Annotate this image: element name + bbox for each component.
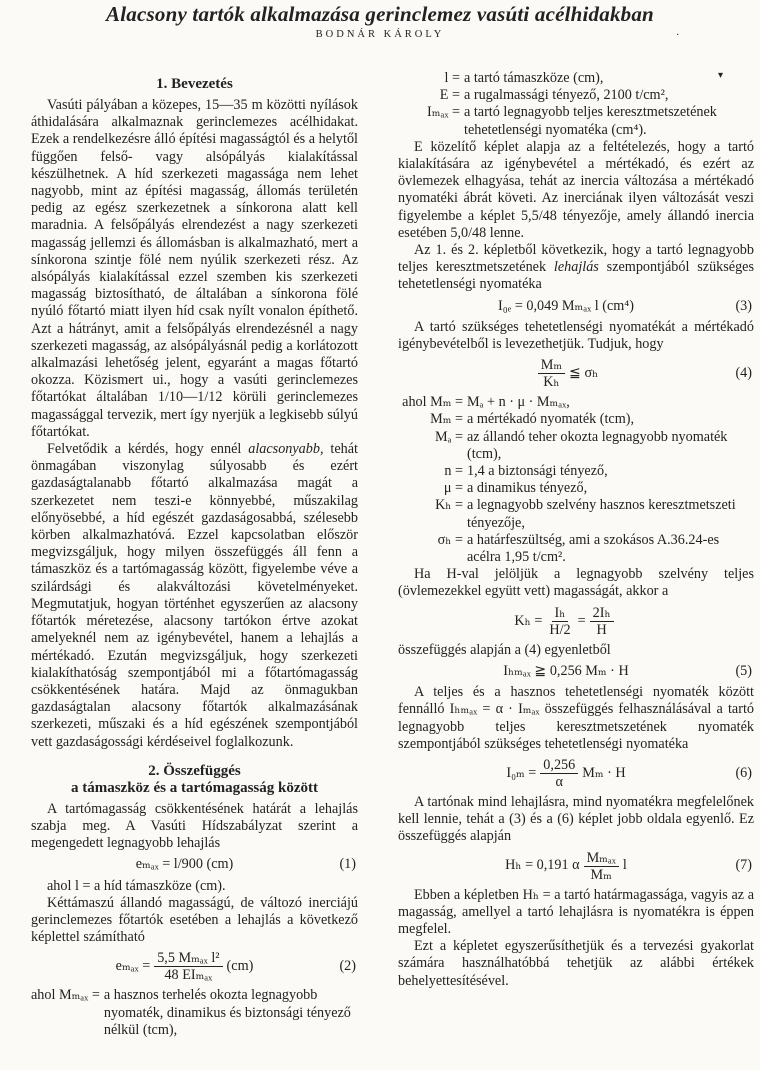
equation-number: (3) — [735, 297, 752, 314]
definition-value: Mₐ + n · μ · Mₘₐₓ, — [467, 394, 570, 411]
equation-kh — [398, 605, 754, 638]
definition-row — [398, 104, 754, 138]
equation-rhs: Mₘ · H — [582, 764, 626, 781]
definition-key: Iₘₐₓ = — [427, 104, 460, 121]
emphasis: alacsonyabb — [248, 441, 320, 458]
text-run: Az 1. és 2. képletből következik, hogy a tartó legnagyobb teljes keresztmetszetének — [398, 242, 754, 276]
definition-value: a rugalmassági tényező, 2100 t/cm², — [464, 87, 669, 104]
definition-list — [398, 394, 754, 566]
definition-row — [398, 411, 754, 428]
paragraph: E közelítő képlet alapja az a feltételezés, hogy a tartó kialakítására az igénybevétel a mértékadó, és ezért az övlemezek elhagyása, tehát az inercia változása a mértékadó nyomatéki ábrát követi. Az inerciának ilyen változását veszi figyelembe a képlet 5,5/48 tényezője, amely állandó inercia esetében 5,0/48 lenne. — [398, 138, 754, 241]
definition-row — [398, 87, 754, 104]
numerator: Mₘ — [538, 357, 565, 374]
denominator: α — [555, 773, 563, 790]
equation-rhs: (cm) — [226, 958, 254, 975]
definition-row — [398, 70, 754, 87]
definition-value: a dinamikus tényező, — [467, 480, 588, 497]
denominator: H — [596, 621, 607, 638]
equation-rhs: l — [622, 857, 627, 874]
fraction — [538, 357, 565, 390]
paragraph — [31, 441, 358, 751]
definition-value: az állandó teher okozta legnagyobb nyomaték (tcm), — [467, 428, 728, 462]
paragraph: Ha H-val jelöljük a legnagyobb szelvény teljes (övlemezekkel együtt vett) magasságát, akkor a — [398, 566, 754, 600]
definition-key: E = — [439, 87, 460, 104]
definition-key: Mₘ = — [430, 411, 463, 428]
denominator: 48 EIₘₐₓ — [164, 967, 213, 984]
section-heading-number: 2. Összefüggés — [148, 762, 241, 779]
definition-row — [398, 497, 754, 531]
definition-key: ahol Mₘ = — [402, 394, 463, 411]
equation-lhs: eₘₐₓ = — [115, 958, 151, 975]
paragraph: Ebben a képletben Hₕ = a tartó határmagassága, vagyis az a magasság, amellyel a tartó lehajlásra is nyomatékra is éppen megfelel. — [398, 886, 754, 937]
definition-row — [398, 480, 754, 497]
equation-number: (2) — [339, 958, 356, 975]
numerator: 5,5 Mₘₐₓ l² — [154, 950, 222, 967]
equation-number: (7) — [735, 857, 752, 874]
text-run: Felvetődik a kérdés, hogy ennél — [47, 441, 249, 458]
paragraph: Kéttámaszú állandó magasságú, de változó inerciájú gerinclemezes főtartók esetében a lehajlás a következő képlettel számítható — [31, 894, 358, 946]
equation-5 — [398, 663, 754, 680]
left-column — [31, 70, 358, 1039]
equation-number: (4) — [735, 365, 752, 382]
definition-key: μ = — [443, 480, 463, 497]
definition-value: a tartó támaszköze (cm), — [464, 70, 604, 86]
fraction — [540, 757, 578, 790]
definition-key: σₕ = — [437, 531, 463, 548]
fraction — [584, 850, 619, 883]
definition-row — [398, 429, 754, 463]
definition-row — [398, 394, 754, 411]
definition-value: a mértékadó nyomaték (tcm), — [467, 411, 635, 428]
equation-2 — [31, 950, 358, 983]
paragraph: A tartónak mind lehajlásra, mind nyomatékra megfelelőnek kell lennie, tehát a (3) és a (6) képlet jobb oldala egyenlő. Ez összefüggés alapján — [398, 793, 754, 845]
definition-row — [398, 532, 754, 566]
equation-body: eₘₐₓ = l/900 (cm) — [135, 856, 234, 873]
author-name: BODNÁR KÁROLY — [315, 29, 445, 40]
paragraph: összefüggés alapján a (4) egyenletből — [398, 641, 611, 658]
equation-lhs: Kₕ = — [514, 612, 543, 629]
paragraph: A tartó szükséges tehetetlenségi nyomatékát a mértékadó igénybevételből is levezethetjük. Tudjuk, hogy — [398, 318, 754, 353]
equation-number: (5) — [735, 662, 752, 679]
numerator: Mₘₐₓ — [584, 850, 619, 867]
equation-lhs: Hₕ = 0,191 α — [505, 857, 580, 874]
denominator: Kₕ — [543, 374, 560, 391]
paragraph: A tartómagasság csökkentésének határát a lehajlás szabja meg. A Vasúti Hídszabályzat szerint a megengedett legnagyobb lehajlás — [31, 800, 358, 852]
equation-body: Iₕₘₐₓ ≧ 0,256 Mₘ · H — [503, 662, 629, 679]
article-title: Alacsony tartók alkalmazása gerinclemez vasúti acélhidakban — [106, 2, 654, 26]
right-column — [398, 70, 754, 990]
definition-key: Kₕ = — [435, 497, 463, 514]
definition-value: a tartó legnagyobb teljes keresztmetszetének tehetetlenségi nyomatéka (cm⁴). — [464, 104, 717, 138]
equation-7 — [398, 850, 754, 883]
denominator: H/2 — [549, 621, 571, 638]
equation-number: (1) — [339, 856, 356, 873]
text-run: , tehát önmagában viszonylag súlyosabb és ezért gazdaságtalanabb főtartó alkalmazása magát a szerkezetet nem teszi-e könnyebbé, műszakilag előnyösebbé, a híd egészét gazdaságosabbá, szélesebb körben alkalmazhatóvá. Ezzel kapcsolatban először megvizsgáljuk, hogy milyen összefüggés áll fenn a támaszköz és a tartómagasság között, figyelembe véve a szilárdsági és alakváltozási követelményeket. Megmutatjuk, hogyan történhet egyszerűen az alacsony főtartók méretezése, alacsony tartókon értve azokat amelyeknél nem az igénybevétel, hanem a lehajlás a mértékadó. Ezután megvizsgáljuk, hogy szerkezeti kialakíthatóság szempontjából mi a főtartómagasság csökkentésének határa. Majd az önmagukban gazdaságtalan alacsony főtartók alkalmazásának szerkezeti, műszaki és a híd egészének szempontjából vett gazdaságossági kérdéseivel foglalkozunk. — [31, 441, 359, 750]
definition-value: a hasznos terhelés okozta legnagyobb nyomaték, dinamikus és biztonsági tényező nélkül (tcm), — [103, 987, 351, 1038]
equation-6 — [398, 757, 754, 790]
paragraph: Ezt a képletet egyszerűsíthetjük és a tervezési gyakorlat számára használhatóbbá tehetjük az alábbi értékek behelyettesítésével. — [398, 938, 754, 989]
equation-body: I₀ₑ = 0,049 Mₘₐₓ l (cm⁴) — [498, 297, 634, 314]
definition-key: ahol Mₘₐₓ = — [31, 987, 100, 1004]
definition-value: 1,4 a biztonsági tényező, — [467, 463, 608, 480]
decorative-mark: ▾ — [718, 70, 724, 81]
paragraph: Vasúti pályában a közepes, 15—35 m közötti nyílások áthidalására alkalmaznak gerinclemezes acélhidakat. Ezek a rendelkezésre álló építési magasságtól és a helytől függően felső- vagy alsópályás kialakítással készülhetnek. A híd szerkezeti magassága nem lehet nagyobb, mint az építési magasság, állomás területén pedig az egész szerkezetnek a sínkorona alatt kell maradnia. A felsőpályás elrendezést a nagy szerkezeti magasság jellemzi és állomásban is alkalmazható, mert a sínkorona szintje fölé nem nyúlik szerkezeti rész. Az alsópályás kialakítással ezzel szemben kis szerkezeti magasság biztosítható, de általában a sínkorona fölé nyúló főtartó miatt ilyen híd csak nyílt vonalon építhető. Azt a hátrányt, amit a felsőpályás elrendezésnél a nagy szerkezeti magasság, az alsópályásnál pedig a korlátozott alkalmazási lehetőség jelent, egyaránt a magas főtartó okozza. Közismert ui., hogy a vasúti gerinclemezes főtartókat általában 1/10—1/12 körüli gerinclemezes magassággal tervezik, mert így nyerjük a legkisebb súlyú főtartókat. — [31, 97, 358, 440]
denominator: Mₘ — [590, 866, 612, 883]
fraction — [590, 605, 614, 638]
decorative-dot: · — [676, 30, 680, 41]
fraction — [546, 605, 573, 638]
section-heading-2 — [31, 763, 358, 797]
definition-key: n = — [444, 463, 463, 480]
definition-key: Mₐ = — [434, 428, 463, 445]
numerator: 2Iₕ — [590, 605, 614, 622]
definition-key: l = — [444, 70, 460, 86]
text-run: szempontjából szükséges tehetetlenségi nyomatéka — [398, 259, 754, 293]
equals-sign: = — [577, 612, 586, 629]
definition-value: a határfeszültség, ami a szokásos A.36.24-es acélra 1,95 t/cm². — [467, 531, 720, 566]
equation-1 — [31, 856, 358, 873]
numerator: Iₕ — [552, 605, 569, 622]
definition-value: a legnagyobb szelvény hasznos keresztmetszeti tényezője, — [467, 497, 736, 531]
paragraph: ahol l = a híd támaszköze (cm). — [47, 877, 226, 894]
equation-number: (6) — [735, 764, 752, 781]
emphasis: lehajlás — [553, 259, 599, 276]
equation-rhs: ≦ σₕ — [569, 365, 599, 382]
definition-row — [398, 463, 754, 480]
definition-row — [31, 987, 358, 1039]
numerator: 0,256 — [540, 757, 578, 774]
section-heading-1: 1. Bevezetés — [156, 76, 233, 92]
equation-4 — [398, 357, 754, 390]
paragraph — [398, 242, 754, 294]
equation-lhs: I₀ₘ = — [506, 764, 537, 781]
fraction — [154, 950, 222, 983]
equation-3 — [398, 298, 754, 315]
section-heading-title: a támaszköz és a tartómagasság között — [70, 779, 319, 796]
paragraph: A teljes és a hasznos tehetetlenségi nyomaték között fennálló Iₕₘₐₓ = α · Iₘₐₓ összefüggés felhasználásával a tartó legnagyobb teljes keresztmetszetének nyomaték szempontjából szükséges tehetetlenségi nyomatéka — [398, 684, 754, 752]
